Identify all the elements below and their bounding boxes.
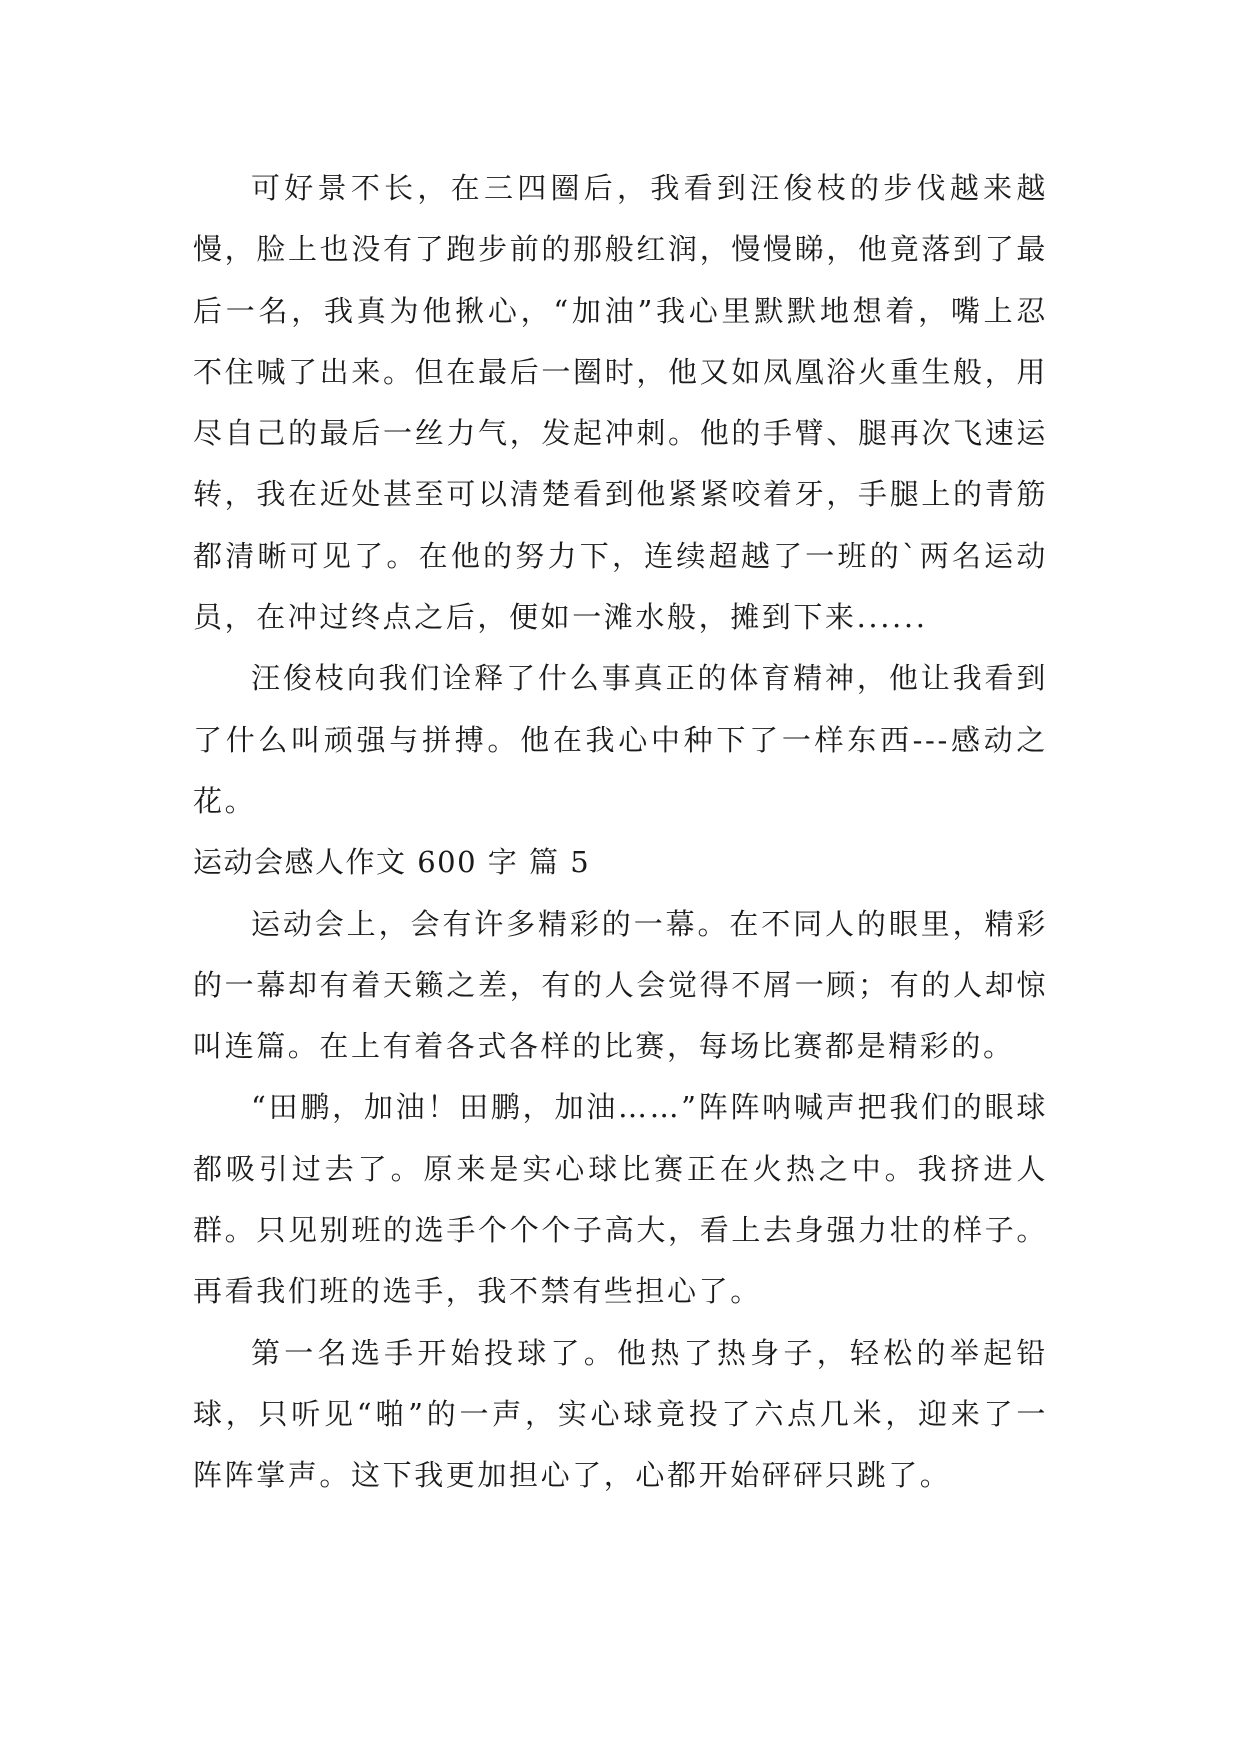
paragraph-cheering: “田鹏，加油！田鹏，加油……”阵阵呐喊声把我们的眼球都吸引过去了。原来是实心球比赛正在火热之中。我挤进人群。只见别班的选手个个个子高大，看上去身强力壮的样子。再看我们班的选手，我不禁有些担心了。 xyxy=(193,1090,1048,1309)
paragraph-sports-spirit: 汪俊枝向我们诠释了什么事真正的体育精神，他让我看到了什么叫顽强与拼搏。他在我心中种下了一样东西---感动之花。 xyxy=(193,661,1048,818)
paragraph-sports-meet-intro: 运动会上，会有许多精彩的一幕。在不同人的眼里，精彩的一幕却有着天籁之差，有的人会觉得不屑一顾；有的人却惊叫连篇。在上有着各式各样的比赛，每场比赛都是精彩的。 xyxy=(193,906,1048,1064)
section-heading: 运动会感人作文 600 字 篇 5 xyxy=(193,845,591,880)
document-body xyxy=(193,158,1048,1507)
paragraph-first-throw: 第一名选手开始投球了。他热了热身子，轻松的举起铅球，只听见“啪”的一声，实心球竟投了六点几米，迎来了一阵阵掌声。这下我更加担心了，心都开始砰砰只跳了。 xyxy=(193,1335,1048,1493)
paragraph-race-comeback: 可好景不长，在三四圈后，我看到汪俊枝的步伐越来越慢，脸上也没有了跑步前的那般红润，慢慢睇，他竟落到了最后一名，我真为他揪心，“加油”我心里默默地想着，嘴上忍不住喊了出来。但在最后一圈时，他又如凤凰浴火重生般，用尽自己的最后一丝力气，发起冲刺。他的手臂、腿再次飞速运转，我在近处甚至可以清楚看到他紧紧咬着牙，手腿上的青筋都清晰可见了。在他的努力下，连续超越了一班的`两名运动员，在冲过终点之后，便如一滩水般，摊到下来...... xyxy=(193,171,1048,635)
